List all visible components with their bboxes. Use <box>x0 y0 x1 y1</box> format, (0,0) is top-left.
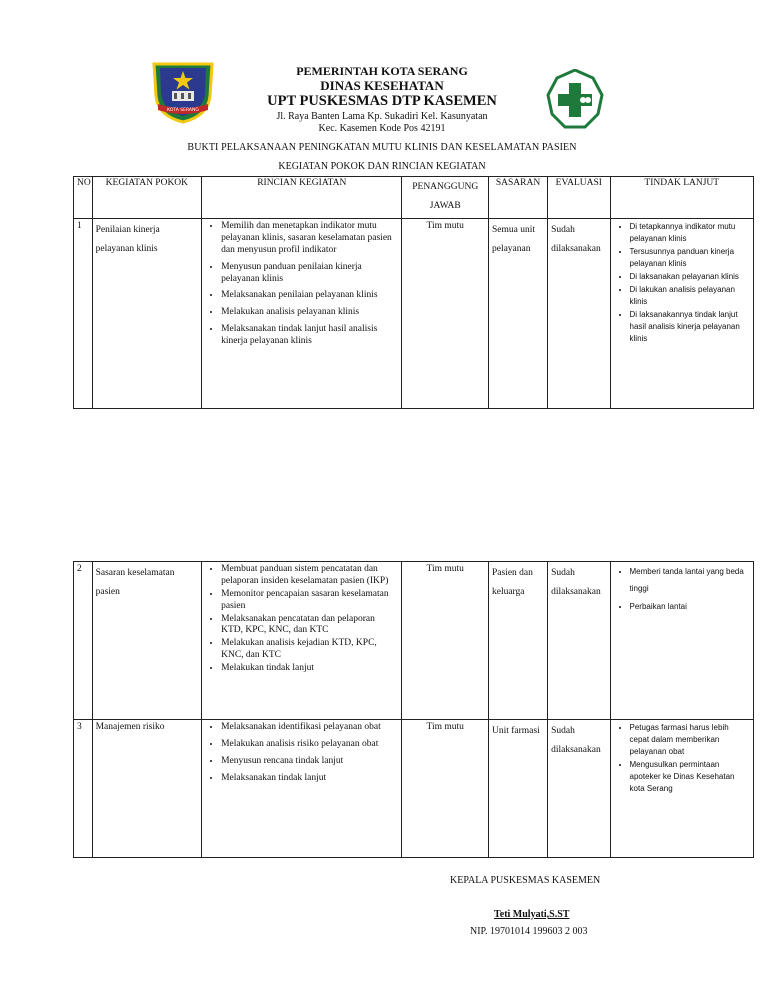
row-no: 3 <box>74 720 93 858</box>
rincian-item: • Melaksanakan tindak lanjut hasil analisis kinerja pelayanan klinis <box>221 324 398 348</box>
header-address-street: Jl. Raya Banten Lama Kp. Sukadiri Kel. Kasunyatan <box>276 111 488 122</box>
row-rincian <box>202 720 402 858</box>
rincian-item: • Membuat panduan sistem pencatatan dan pelaporan insiden keselamatan pasien (IKP) <box>221 564 398 588</box>
tindak-item: • Perbaikan lantai <box>630 599 750 616</box>
tindak-item: • Memberi tanda lantai yang beda tinggi <box>630 564 750 598</box>
rincian-item: • Melakukan analisis pelayanan klinis <box>221 307 398 319</box>
row-tindak-lanjut <box>610 562 753 720</box>
row-tindak-lanjut <box>610 720 753 858</box>
rincian-item: • Melakukan tindak lanjut <box>221 663 398 675</box>
header-penanggung-jawab-label: PENANGGUNG JAWAB <box>412 182 479 211</box>
tindak-item: • Di laksanakannya tindak lanjut hasil analisis kinerja pelayanan klinis <box>630 309 750 345</box>
activity-table-part2 <box>73 561 754 858</box>
rincian-item: • Melaksanakan tindak lanjut <box>221 773 398 785</box>
header-tindak-lanjut: TINDAK LANJUT <box>610 177 753 219</box>
table-row <box>74 562 754 720</box>
row-penanggung-jawab: Tim mutu <box>402 219 489 409</box>
rincian-item: • Memonitor pencapaian sasaran keselamatan pasien <box>221 589 398 613</box>
tindak-item: • Di lakukan analisis pelayanan klinis <box>630 284 750 308</box>
rincian-item: • Menyusun rencana tindak lanjut <box>221 756 398 768</box>
header-evaluasi: EVALUASI <box>548 177 610 219</box>
header-address-district: Kec. Kasemen Kode Pos 42191 <box>318 123 446 134</box>
header-institution: UPT PUSKESMAS DTP KASEMEN <box>267 93 497 109</box>
activity-table-part1 <box>73 176 754 409</box>
header-no: NO <box>74 177 93 219</box>
signature-role: KEPALA PUSKESMAS KASEMEN <box>450 875 601 886</box>
row-sasaran: Unit farmasi <box>488 720 547 858</box>
rincian-item: • Melaksanakan pencatatan dan pelaporan KTD, KPC, KNC, dan KTC <box>221 614 398 638</box>
header-government: PEMERINTAH KOTA SERANG <box>296 64 468 78</box>
tindak-item: • Petugas farmasi harus lebih cepat dalam memberikan pelayanan obat <box>630 722 750 758</box>
header-kegiatan-pokok: KEGIATAN POKOK <box>92 177 202 219</box>
rincian-item: • Melakukan analisis kejadian KTD, KPC, KNC, dan KTC <box>221 638 398 662</box>
table-row <box>74 720 754 858</box>
document-subtitle: KEGIATAN POKOK DAN RINCIAN KEGIATAN <box>278 161 486 172</box>
rincian-item: • Menyusun panduan penilaian kinerja pelayanan klinis <box>221 262 398 286</box>
header-sasaran: SASARAN <box>488 177 547 219</box>
tindak-item: • Di tetapkannya indikator mutu pelayanan klinis <box>630 221 750 245</box>
tindak-item: • Mengusulkan permintaan apoteker ke Dinas Kesehatan kota Serang <box>630 759 750 795</box>
row-kegiatan-pokok: Penilaian kinerja pelayanan klinis <box>92 219 202 409</box>
row-penanggung-jawab: Tim mutu <box>402 562 489 720</box>
row-kegiatan-pokok: Sasaran keselamatan pasien <box>92 562 202 720</box>
row-evaluasi: Sudah dilaksanakan <box>548 219 610 409</box>
signature-name: Teti Mulyati,S.ST <box>494 909 570 920</box>
header-penanggung-jawab <box>402 177 489 219</box>
rincian-item: • Melakukan analisis risiko pelayanan obat <box>221 739 398 751</box>
row-rincian <box>202 562 402 720</box>
row-sasaran: Semua unit pelayanan <box>488 219 547 409</box>
table-row <box>74 219 754 409</box>
row-rincian <box>202 219 402 409</box>
row-evaluasi: Sudah dilaksanakan <box>548 720 610 858</box>
row-penanggung-jawab: Tim mutu <box>402 720 489 858</box>
header-rincian-kegiatan: RINCIAN KEGIATAN <box>202 177 402 219</box>
row-no: 1 <box>74 219 93 409</box>
rincian-item: • Melaksanakan identifikasi pelayanan obat <box>221 722 398 734</box>
row-kegiatan-pokok: Manajemen risiko <box>92 720 202 858</box>
rincian-item: • Memilih dan menetapkan indikator mutu pelayanan klinis, sasaran keselamatan pasien dan menyusun profil indikator <box>221 221 398 257</box>
row-evaluasi: Sudah dilaksanakan <box>548 562 610 720</box>
tindak-item: • Tersusunnya panduan kinerja pelayanan klinis <box>630 246 750 270</box>
tindak-item: • Di laksanakan pelayanan klinis <box>630 271 750 283</box>
row-no: 2 <box>74 562 93 720</box>
document-title: BUKTI PELAKSANAAN PENINGKATAN MUTU KLINIS DAN KESELAMATAN PASIEN <box>187 142 577 153</box>
rincian-item: • Melaksanakan penilaian pelayanan klinis <box>221 290 398 302</box>
header-agency: DINAS KESEHATAN <box>320 78 444 93</box>
table-header-row <box>74 177 754 219</box>
logo-banner-text: KOTA SERANG <box>167 108 199 113</box>
row-sasaran: Pasien dan keluarga <box>488 562 547 720</box>
signature-nip: NIP. 19701014 199603 2 003 <box>470 926 588 937</box>
row-tindak-lanjut <box>610 219 753 409</box>
